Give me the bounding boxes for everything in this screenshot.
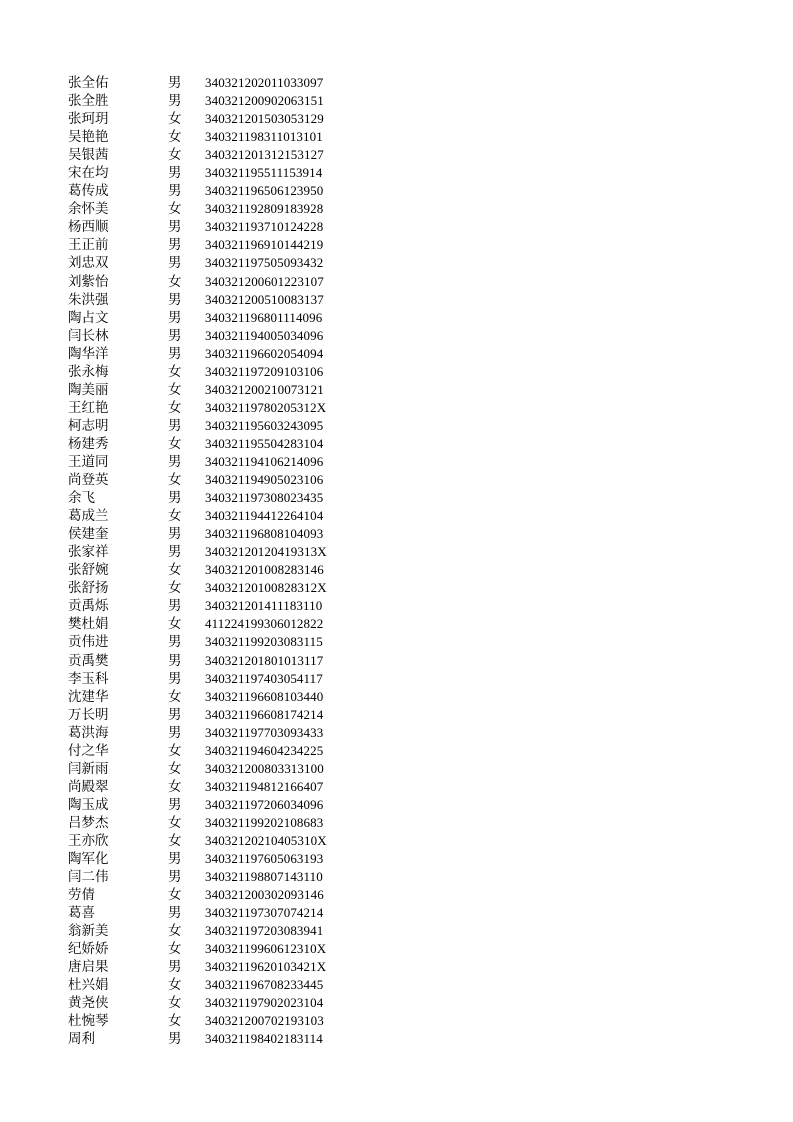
person-gender: 男 <box>168 453 182 470</box>
person-name: 吴艳艳 <box>68 129 109 146</box>
person-id-number: 340321196608103440 <box>205 688 324 704</box>
person-list <box>68 74 358 1049</box>
person-name: 尚登英 <box>68 472 109 489</box>
list-item <box>68 778 358 796</box>
list-item <box>68 507 358 525</box>
list-item <box>68 381 358 399</box>
person-id-number: 340321194905023106 <box>205 472 324 488</box>
person-name: 张全胜 <box>68 93 109 110</box>
person-name: 贡禹樊 <box>68 652 109 669</box>
person-id-number: 340321197209103106 <box>205 363 324 379</box>
list-item <box>68 886 358 904</box>
person-gender: 女 <box>168 201 182 218</box>
person-name: 吕梦杰 <box>68 814 109 831</box>
person-id-number: 340321200210073121 <box>205 381 324 397</box>
person-gender: 男 <box>168 851 182 868</box>
person-name: 闫二伟 <box>68 869 109 886</box>
person-gender: 女 <box>168 832 182 849</box>
person-gender: 女 <box>168 147 182 164</box>
person-name: 葛传成 <box>68 183 109 200</box>
person-name: 陶美丽 <box>68 381 109 398</box>
person-gender: 男 <box>168 255 182 272</box>
person-name: 闫新雨 <box>68 760 109 777</box>
person-gender: 男 <box>168 309 182 326</box>
person-id-number: 34032119960612310X <box>205 941 327 957</box>
list-item <box>68 525 358 543</box>
list-item <box>68 868 358 886</box>
person-gender: 女 <box>168 472 182 489</box>
person-name: 刘忠双 <box>68 255 109 272</box>
person-id-number: 340321197308023435 <box>205 490 324 506</box>
person-id-number: 340321194604234225 <box>205 742 324 758</box>
person-id-number: 34032120100828312X <box>205 580 327 596</box>
person-id-number: 340321201503053129 <box>205 111 324 127</box>
list-item <box>68 561 358 579</box>
person-id-number: 340321193710124228 <box>205 219 324 235</box>
list-item <box>68 958 358 976</box>
person-name: 陶玉成 <box>68 796 109 813</box>
person-name: 贡伟进 <box>68 634 109 651</box>
person-gender: 女 <box>168 887 182 904</box>
person-name: 付之华 <box>68 742 109 759</box>
person-gender: 女 <box>168 778 182 795</box>
person-gender: 男 <box>168 724 182 741</box>
person-name: 王道同 <box>68 453 109 470</box>
person-id-number: 340321195511153914 <box>205 165 323 181</box>
list-item <box>68 291 358 309</box>
list-item <box>68 579 358 597</box>
person-name: 葛喜 <box>68 905 95 922</box>
list-item <box>68 940 358 958</box>
person-name: 闫长林 <box>68 327 109 344</box>
person-gender: 女 <box>168 1013 182 1030</box>
person-name: 尚殿翠 <box>68 778 109 795</box>
person-id-number: 340321194106214096 <box>205 453 324 469</box>
list-item <box>68 832 358 850</box>
list-item <box>68 850 358 868</box>
person-id-number: 340321197203083941 <box>205 923 324 939</box>
list-item <box>68 597 358 615</box>
person-id-number: 340321196708233445 <box>205 977 324 993</box>
person-id-number: 340321197206034096 <box>205 796 324 812</box>
person-name: 陶占文 <box>68 309 109 326</box>
person-id-number: 34032119780205312X <box>205 399 327 415</box>
person-name: 柯志明 <box>68 417 109 434</box>
person-gender: 女 <box>168 111 182 128</box>
person-id-number: 340321200702193103 <box>205 1013 324 1029</box>
person-gender: 男 <box>168 634 182 651</box>
list-item <box>68 922 358 940</box>
person-gender: 男 <box>168 905 182 922</box>
person-gender: 男 <box>168 598 182 615</box>
person-id-number: 340321198402183114 <box>205 1031 323 1047</box>
person-gender: 女 <box>168 760 182 777</box>
person-id-number: 340321201312153127 <box>205 147 324 163</box>
list-item <box>68 363 358 381</box>
list-item <box>68 327 358 345</box>
person-id-number: 340321196808104093 <box>205 526 324 542</box>
list-item <box>68 309 358 327</box>
person-name: 张舒扬 <box>68 580 109 597</box>
list-item <box>68 670 358 688</box>
person-gender: 男 <box>168 417 182 434</box>
list-item <box>68 435 358 453</box>
list-item <box>68 633 358 651</box>
list-item <box>68 182 358 200</box>
person-name: 朱洪强 <box>68 291 109 308</box>
person-gender: 男 <box>168 291 182 308</box>
list-item <box>68 200 358 218</box>
person-id-number: 340321197307074214 <box>205 905 324 921</box>
person-gender: 女 <box>168 977 182 994</box>
person-gender: 男 <box>168 165 182 182</box>
person-id-number: 340321201411183110 <box>205 598 323 614</box>
person-name: 宋在均 <box>68 165 109 182</box>
person-name: 余飞 <box>68 490 95 507</box>
list-item <box>68 489 358 507</box>
person-id-number: 340321197605063193 <box>205 851 324 867</box>
list-item <box>68 652 358 670</box>
person-name: 张永梅 <box>68 363 109 380</box>
person-gender: 男 <box>168 345 182 362</box>
list-item <box>68 218 358 236</box>
list-item <box>68 254 358 272</box>
list-item <box>68 543 358 561</box>
person-id-number: 340321201801013117 <box>205 652 324 668</box>
list-item <box>68 417 358 435</box>
list-item <box>68 1030 358 1048</box>
person-name: 沈建华 <box>68 688 109 705</box>
list-item <box>68 345 358 363</box>
person-id-number: 340321200302093146 <box>205 887 324 903</box>
person-id-number: 340321198807143110 <box>205 869 323 885</box>
person-gender: 男 <box>168 490 182 507</box>
list-item <box>68 615 358 633</box>
person-name: 王亦欣 <box>68 832 109 849</box>
list-item <box>68 273 358 291</box>
person-name: 刘紫怡 <box>68 273 109 290</box>
person-name: 杨建秀 <box>68 435 109 452</box>
person-id-number: 340321200902063151 <box>205 93 324 109</box>
person-id-number: 340321197902023104 <box>205 995 324 1011</box>
list-item <box>68 796 358 814</box>
list-item <box>68 92 358 110</box>
person-gender: 女 <box>168 814 182 831</box>
list-item <box>68 688 358 706</box>
list-item <box>68 706 358 724</box>
person-gender: 男 <box>168 796 182 813</box>
person-gender: 男 <box>168 670 182 687</box>
list-item <box>68 74 358 92</box>
person-name: 杜惋琴 <box>68 1013 109 1030</box>
list-item <box>68 236 358 254</box>
person-gender: 男 <box>168 183 182 200</box>
person-id-number: 340321197505093432 <box>205 255 324 271</box>
person-id-number: 340321197403054117 <box>205 670 323 686</box>
list-item <box>68 110 358 128</box>
person-name: 王红艳 <box>68 399 109 416</box>
person-gender: 女 <box>168 399 182 416</box>
person-id-number: 34032119620103421X <box>205 959 327 975</box>
list-item <box>68 128 358 146</box>
person-id-number: 340321192809183928 <box>205 201 324 217</box>
person-gender: 男 <box>168 652 182 669</box>
person-name: 翁新美 <box>68 923 109 940</box>
person-name: 贡禹烁 <box>68 598 109 615</box>
list-item <box>68 164 358 182</box>
list-item <box>68 471 358 489</box>
person-gender: 男 <box>168 1031 182 1048</box>
person-id-number: 340321194812166407 <box>205 778 324 794</box>
person-id-number: 340321198311013101 <box>205 129 323 145</box>
person-gender: 男 <box>168 869 182 886</box>
person-gender: 女 <box>168 562 182 579</box>
person-id-number: 340321196602054094 <box>205 345 324 361</box>
person-gender: 男 <box>168 237 182 254</box>
person-id-number: 340321202011033097 <box>205 75 324 90</box>
person-name: 樊杜娟 <box>68 616 109 633</box>
person-name: 王正前 <box>68 237 109 254</box>
person-name: 李玉科 <box>68 670 109 687</box>
person-gender: 男 <box>168 706 182 723</box>
person-id-number: 340321194412264104 <box>205 508 324 524</box>
person-gender: 女 <box>168 435 182 452</box>
person-gender: 女 <box>168 923 182 940</box>
person-name: 纪娇娇 <box>68 941 109 958</box>
person-gender: 男 <box>168 75 182 91</box>
person-id-number: 340321200601223107 <box>205 273 324 289</box>
list-item <box>68 724 358 742</box>
person-name: 陶华洋 <box>68 345 109 362</box>
person-id-number: 340321199203083115 <box>205 634 323 650</box>
person-name: 陶军化 <box>68 851 109 868</box>
person-gender: 女 <box>168 273 182 290</box>
person-name: 杜兴娟 <box>68 977 109 994</box>
person-gender: 男 <box>168 526 182 543</box>
person-id-number: 34032120210405310X <box>205 832 327 848</box>
person-id-number: 340321201008283146 <box>205 562 324 578</box>
person-name: 周利 <box>68 1031 95 1048</box>
person-gender: 女 <box>168 688 182 705</box>
person-name: 张舒婉 <box>68 562 109 579</box>
person-name: 唐启果 <box>68 959 109 976</box>
person-gender: 女 <box>168 941 182 958</box>
person-name: 张全佑 <box>68 75 109 91</box>
list-item <box>68 976 358 994</box>
list-item <box>68 742 358 760</box>
list-item <box>68 904 358 922</box>
person-gender: 女 <box>168 508 182 525</box>
list-item <box>68 146 358 164</box>
person-gender: 女 <box>168 363 182 380</box>
person-id-number: 340321195603243095 <box>205 417 324 433</box>
list-item <box>68 399 358 417</box>
person-name: 杨西顺 <box>68 219 109 236</box>
person-id-number: 340321199202108683 <box>205 814 324 830</box>
list-item <box>68 994 358 1012</box>
person-name: 万长明 <box>68 706 109 723</box>
person-id-number: 340321196506123950 <box>205 183 324 199</box>
person-name: 余怀美 <box>68 201 109 218</box>
list-item <box>68 760 358 778</box>
person-name: 张家祥 <box>68 544 109 561</box>
person-gender: 男 <box>168 93 182 110</box>
person-gender: 女 <box>168 129 182 146</box>
person-id-number: 340321194005034096 <box>205 327 324 343</box>
person-id-number: 340321197703093433 <box>205 724 324 740</box>
person-name: 吴银茜 <box>68 147 109 164</box>
person-gender: 男 <box>168 544 182 561</box>
person-name: 葛洪海 <box>68 724 109 741</box>
person-gender: 女 <box>168 381 182 398</box>
person-gender: 女 <box>168 742 182 759</box>
person-id-number: 34032120120419313X <box>205 544 327 560</box>
person-name: 葛成兰 <box>68 508 109 525</box>
person-gender: 女 <box>168 995 182 1012</box>
person-name: 张珂玥 <box>68 111 109 128</box>
person-id-number: 411224199306012822 <box>205 616 324 632</box>
person-id-number: 340321200803313100 <box>205 760 324 776</box>
person-gender: 男 <box>168 959 182 976</box>
person-id-number: 340321196608174214 <box>205 706 324 722</box>
person-name: 侯建奎 <box>68 526 109 543</box>
list-item <box>68 1012 358 1030</box>
person-id-number: 340321195504283104 <box>205 435 324 451</box>
person-gender: 女 <box>168 580 182 597</box>
list-item <box>68 453 358 471</box>
person-name: 劳倩 <box>68 887 95 904</box>
person-gender: 男 <box>168 327 182 344</box>
person-id-number: 340321196910144219 <box>205 237 324 253</box>
person-gender: 女 <box>168 616 182 633</box>
person-id-number: 340321196801114096 <box>205 309 323 325</box>
list-item <box>68 814 358 832</box>
person-id-number: 340321200510083137 <box>205 291 324 307</box>
person-gender: 男 <box>168 219 182 236</box>
person-name: 黄尧侠 <box>68 995 109 1012</box>
